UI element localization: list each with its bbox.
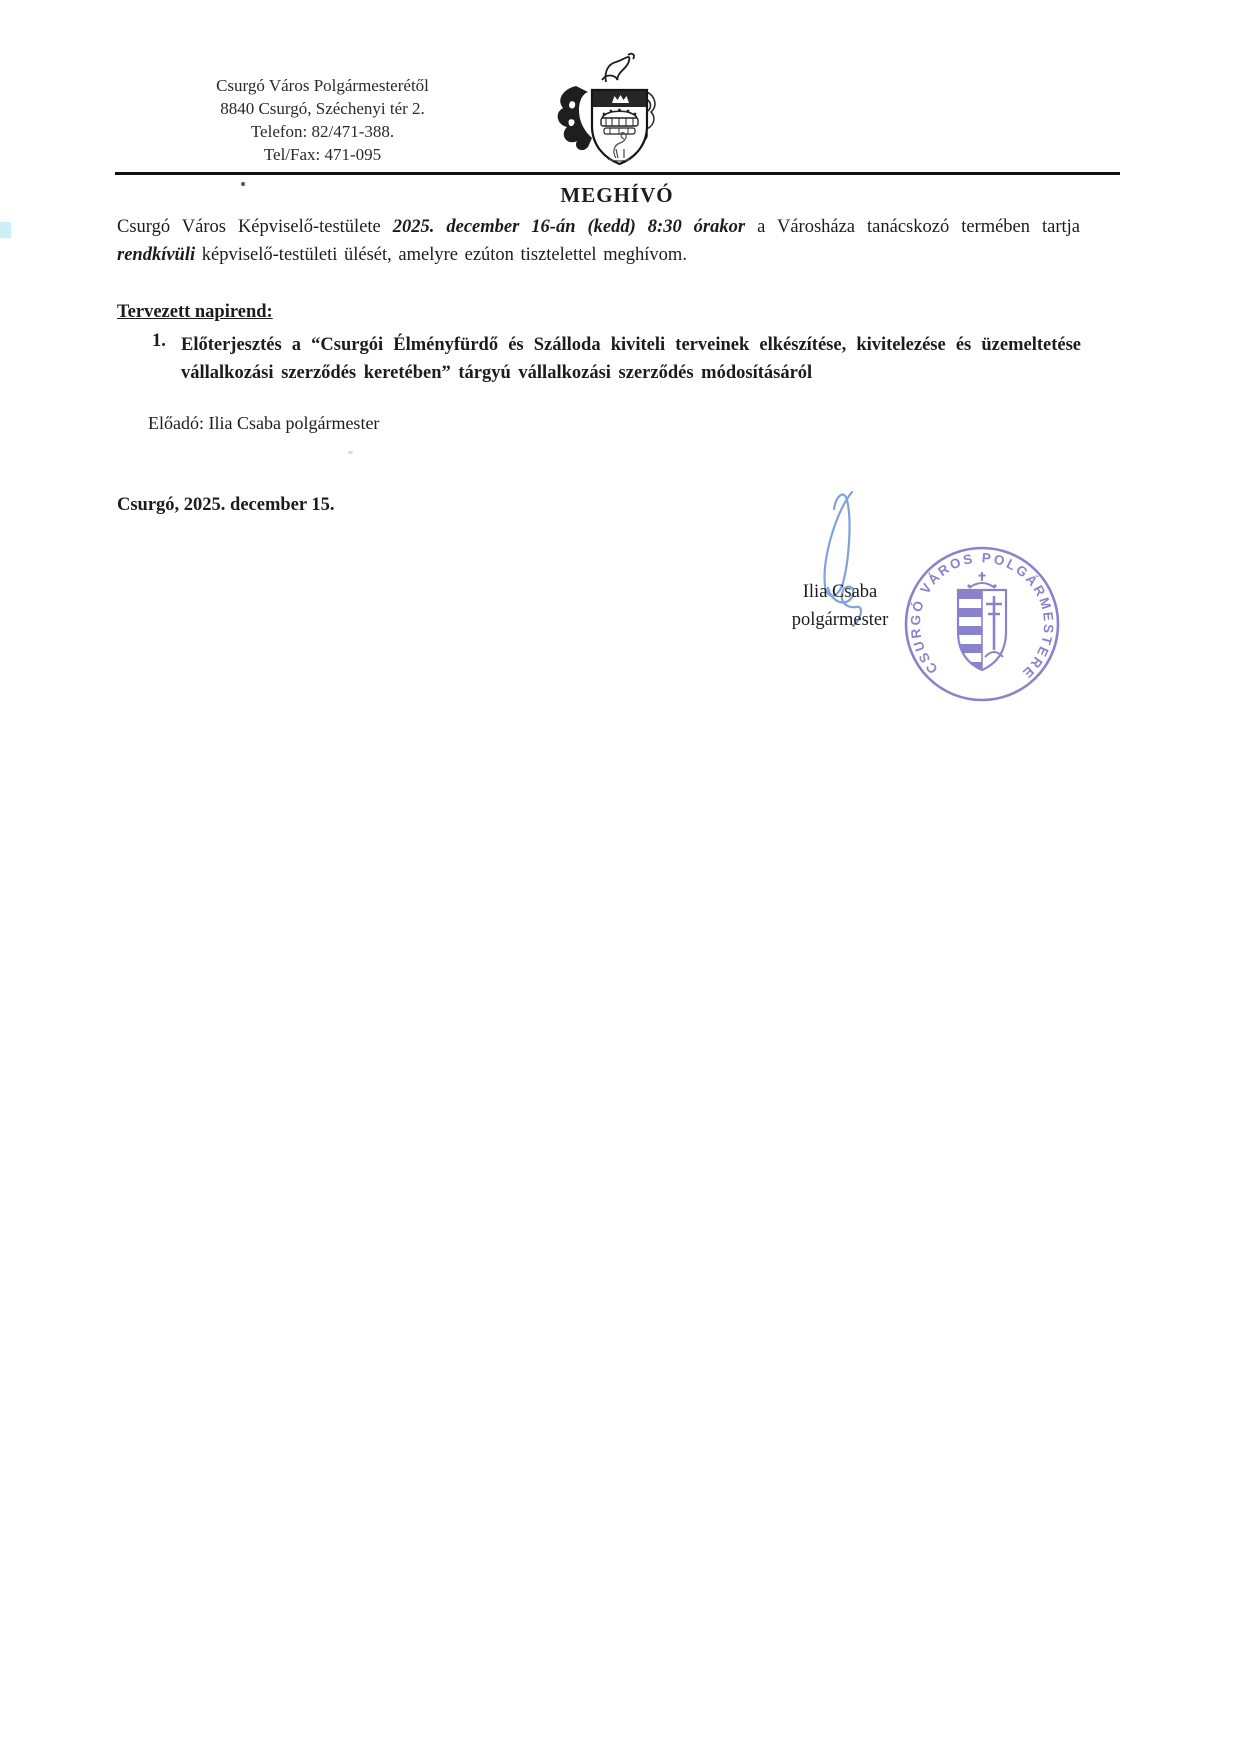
header-divider (115, 172, 1120, 175)
meeting-type: rendkívüli (117, 245, 196, 265)
scan-artifact-faint-dot (348, 451, 353, 454)
scan-artifact-edge (0, 222, 11, 238)
swan-crest (602, 54, 634, 82)
intro-text-2: a Városháza tanácskozó termében tartja (745, 217, 1081, 237)
intro-paragraph (117, 213, 1080, 269)
mantling-left (558, 86, 592, 150)
document-title: MEGHÍVÓ (560, 183, 674, 207)
intro-text-3: képviselő-testületi ülését, amelyre ezúton tisztelettel meghívom. (195, 245, 687, 265)
agenda-item-number: 1. (152, 331, 166, 351)
agenda-item-1 (117, 331, 1082, 387)
small-crown-icon (612, 95, 629, 103)
meeting-datetime: 2025. december 16-án (kedd) 8:30 órakor (392, 217, 746, 237)
sender-office: Csurgó Város Polgármesterétől (216, 76, 429, 95)
stamp-coat-of-arms (958, 572, 1006, 670)
sender-phone: Telefon: 82/471-388. (250, 122, 395, 141)
agenda-presenter: Előadó: Ilia Csaba polgármester (148, 413, 380, 433)
signatory-name: Ilia Csaba (802, 582, 878, 602)
signatory-title: polgármester (791, 610, 889, 630)
mayor-office-stamp (897, 539, 1067, 709)
intro-text-1: Csurgó Város Képviselő-testülete (117, 217, 393, 237)
sender-street-address: 8840 Csurgó, Széchenyi tér 2. (220, 99, 425, 118)
city-coat-of-arms-icon (546, 50, 658, 172)
agenda-heading: Tervezett napirend: (117, 302, 273, 322)
dateline: Csurgó, 2025. december 15. (117, 495, 335, 515)
stamp-ring-label: CSURGÓ VÁROS POLGÁRMESTERE (907, 550, 1057, 683)
shield (592, 90, 647, 164)
sender-address-block (150, 74, 495, 166)
agenda-item-text: Előterjesztés a “Csurgói Élményfürdő és Szálloda kiviteli terveinek elkészítése, kivitelezése és üzemeltetése vállalkozási szerződés keretében” tárgyú vállalkozási szerződés módosításáról (181, 335, 1081, 383)
sender-fax: Tel/Fax: 471-095 (263, 145, 382, 164)
stamp-graphics (906, 548, 1058, 700)
signature-stroke (825, 492, 861, 626)
